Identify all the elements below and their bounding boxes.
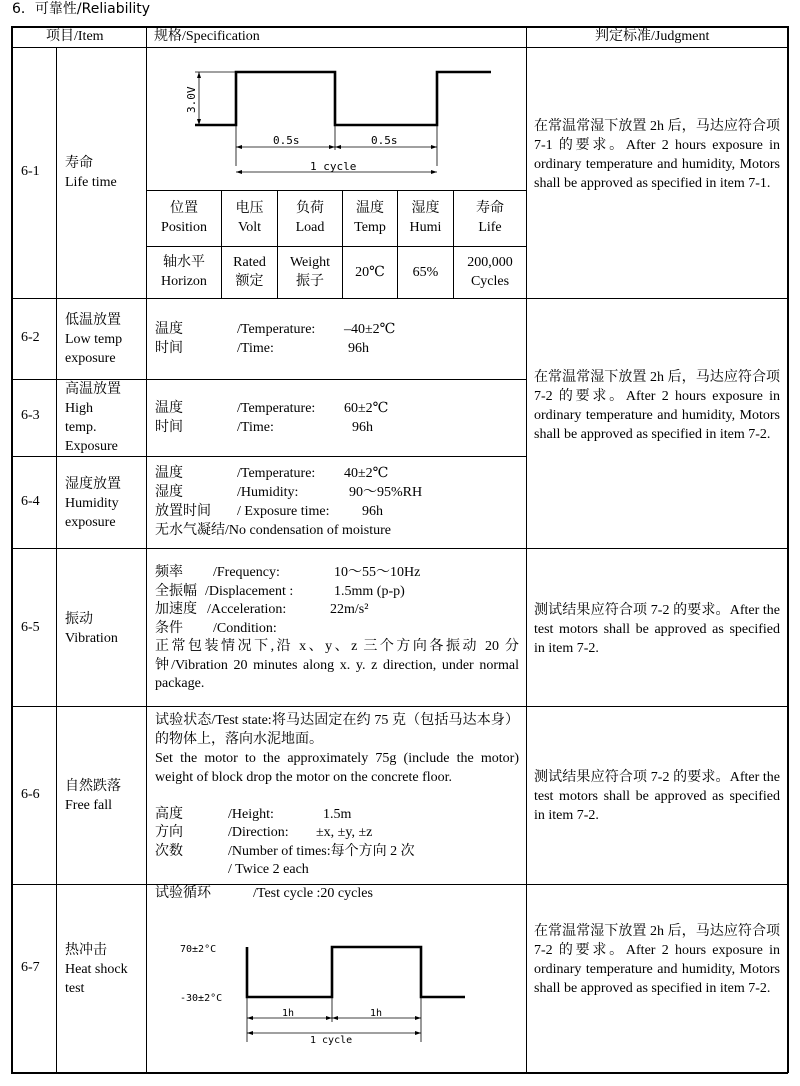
judgment-text: 在常温常湿下放置 2h 后，马达应符合项 7-1 的要求。After 2 hours exposure in ordinary temperature and humidity, Motors shall be approved as specified in item 7-1. [534,119,780,191]
row-id: 6-2 [21,330,40,345]
high-temp-label: 70±2°C [180,944,217,955]
spec-value: 1.5m [323,807,352,822]
spec-note: 无水气凝结/No condensation of moisture [155,523,392,538]
table-header-cell: 位置 Position [161,201,207,235]
spec-value: 10～55～10Hz [334,565,421,580]
spec-test-state-en: Set the motor to the approximately 75g (include the motor) weight of block drop the motor on the concrete floor. [155,751,519,785]
judgment-text: 在常温常湿下放置 2h 后，马达应符合项 7-2 的要求。After 2 hours exposure in ordinary temperature and humidity, Motors shall be approved as specified in item 7-2. [534,370,780,442]
spec-condition-text: 正常包装情况下,沿 x、y、z 三个方向各振动 20 分钟/Vibration 20 minutes along x. y. z direction, under normal package. [155,639,519,691]
section-heading: 6．可靠性/Reliability [12,1,151,17]
spec-label: /Direction: [228,825,289,840]
cycle-label: 1 cycle [310,160,357,173]
item-name: 湿度放置 Humidity exposure [65,477,121,530]
spec-label: /Displacement : [205,584,294,599]
spec-label: 高度 [155,807,183,822]
row-id: 6-7 [21,960,40,975]
item-name: 自然跌落 Free fall [65,779,121,813]
spec-value: 96h [362,504,383,519]
spec-label: 温度 [155,322,183,337]
table-value-cell: 轴水平 Horizon [161,255,207,289]
table-value-cell: 20℃ [355,265,385,280]
half-period-label-2: 0.5s [371,134,398,147]
spec-label: / Exposure time: [237,504,330,519]
half-period-label-1: 0.5s [273,134,300,147]
spec-label: /Condition: [213,621,277,636]
heat-shock-waveform [147,905,526,1072]
spec-label: 放置时间 [155,504,211,519]
spec-value: –40±2℃ [344,322,396,337]
spec-label: /Height: [228,807,274,822]
table-header-cell: 寿命 Life [476,201,504,235]
spec-value: 1.5mm (p-p) [334,584,405,599]
row-id: 6-4 [21,494,40,509]
spec-label: 加速度 [155,602,197,617]
spec-label: 温度 [155,466,183,481]
spec-label: /Acceleration: [207,602,287,617]
item-name: 低温放置 Low temp exposure [65,313,123,366]
spec-value: 96h [352,420,373,435]
spec-label: /Frequency: [213,565,280,580]
spec-label: /Humidity: [237,485,299,500]
table-value-cell: 200,000 Cycles [467,255,513,289]
life-cycle-waveform [147,48,526,190]
table-header-cell: 电压 Volt [235,201,264,235]
spec-label: 全振幅 [155,584,197,599]
spec-label: 试验循环 [155,886,211,901]
judgment-text: 测试结果应符合项 7-2 的要求。After the test motors shall be approved as specified in item 7-2. [534,770,780,823]
item-name: 热冲击 Heat shock test [65,943,128,996]
row-id: 6-5 [21,620,40,635]
spec-label: /Temperature: [237,401,316,416]
voltage-label: 3.0V [185,86,198,113]
spec-label: 时间 [155,420,183,435]
segment-label-1: 1h [282,1008,295,1019]
spec-label: /Number of times:每个方向 2 次 [228,844,415,859]
spec-test-state: 试验状态/Test state:将马达固定在约 75 克（包括马达本身）的物体上，落向水泥地面。 [155,713,519,747]
item-name: 振动 Vibration [65,612,118,646]
spec-value: /Test cycle :20 cycles [253,886,373,901]
judgment-text: 在常温常湿下放置 2h 后，马达应符合项 7-2 的要求。After 2 hours exposure in ordinary temperature and humidity, Motors shall be approved as specified in item 7-2. [534,924,780,996]
row-id: 6-3 [21,408,40,423]
spec-value: 60±2℃ [344,401,389,416]
table-value-cell: Rated 额定 [233,255,266,289]
spec-label: 方向 [155,825,183,840]
spec-value: 22m/s² [330,602,369,617]
cycle-label: 1 cycle [310,1035,353,1046]
spec-value: ±x, ±y, ±z [316,825,373,840]
spec-label: 次数 [155,844,183,859]
row-id: 6-1 [21,164,40,179]
table-header-cell: 湿度 Humi [409,201,442,235]
spec-label: 条件 [155,621,183,636]
header-judgment: 判定标准/Judgment [595,29,710,44]
segment-label-2: 1h [370,1008,383,1019]
spec-value: 96h [348,341,369,356]
table-value-cell: 65% [412,265,439,280]
low-temp-label: -30±2°C [180,993,223,1004]
header-specification: 规格/Specification [154,29,260,44]
table-value-cell: Weight 振子 [289,255,331,289]
item-name: 高温放置 High temp. Exposure [65,382,121,454]
row-id: 6-6 [21,787,40,802]
header-item: 项目/Item [46,29,104,44]
spec-label: /Temperature: [237,466,316,481]
spec-label: 频率 [155,565,183,580]
spec-label: 湿度 [155,485,183,500]
item-name: 寿命 Life time [65,156,117,190]
table-header-cell: 负荷 Load [295,201,325,235]
judgment-text: 测试结果应符合项 7-2 的要求。After the test motors shall be approved as specified in item 7-2. [534,603,780,656]
spec-label: /Time: [237,420,274,435]
spec-label: /Temperature: [237,322,316,337]
spec-label: 时间 [155,341,183,356]
spec-label: /Time: [237,341,274,356]
spec-label: / Twice 2 each [228,862,309,877]
table-header-cell: 温度 Temp [354,201,386,235]
spec-value: 40±2℃ [344,466,389,481]
spec-value: 90～95%RH [349,485,423,500]
spec-label: 温度 [155,401,183,416]
